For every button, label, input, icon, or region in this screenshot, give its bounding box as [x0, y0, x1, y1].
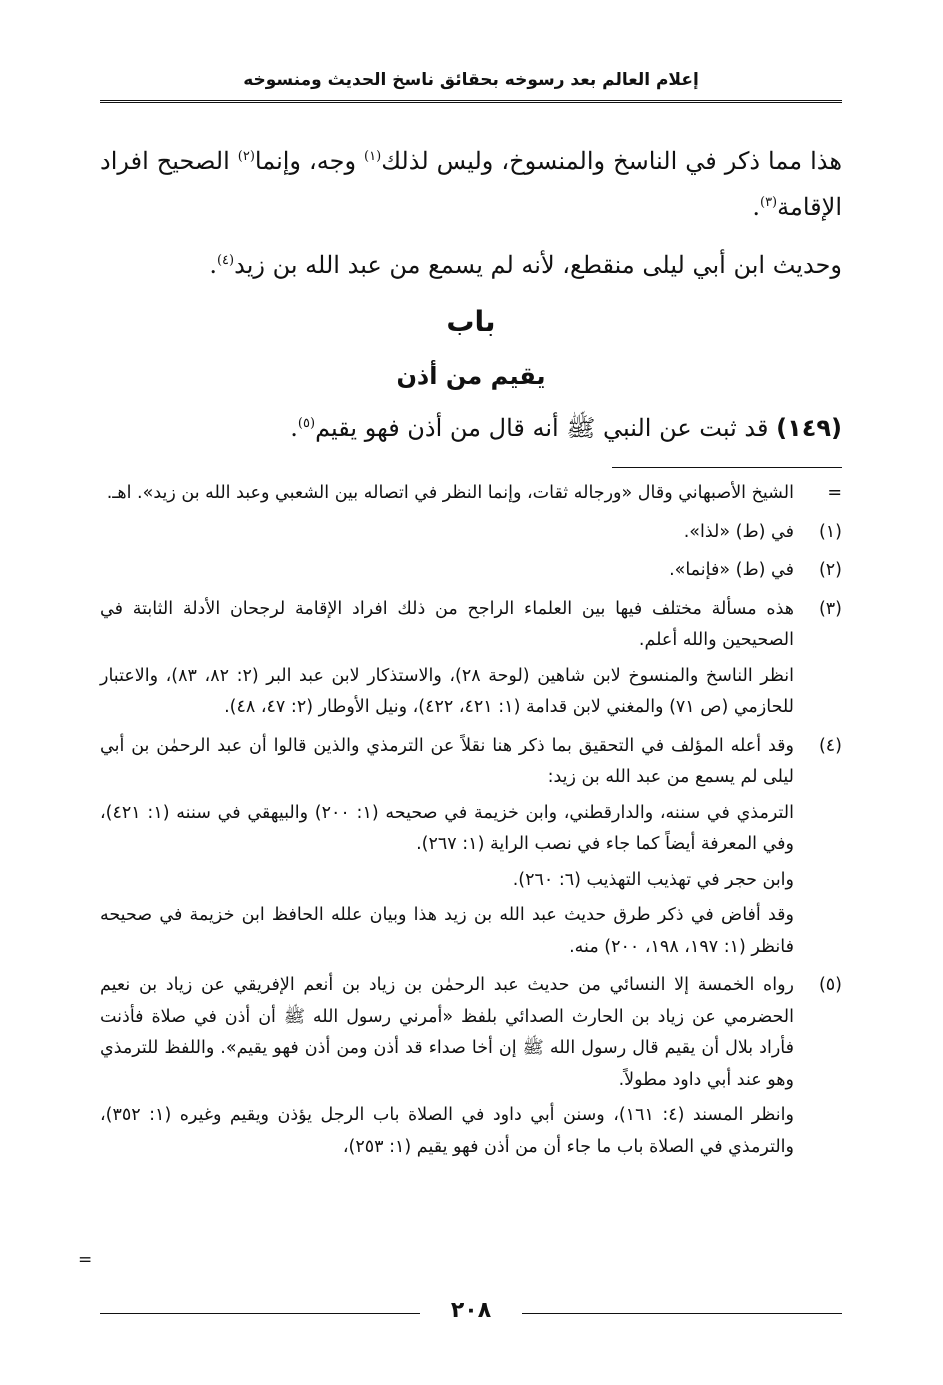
hadith-number: (١٤٩): [776, 414, 842, 442]
footer-rule-left: [100, 1313, 420, 1314]
chapter-label: باب: [446, 305, 496, 338]
footnote-paragraph: هذه مسألة مختلف فيها بين العلماء الراجح من ذلك افراد الإقامة لرجحان الأدلة الثابتة في الصحيحين والله أعلم.: [100, 598, 794, 650]
main-text: [100, 138, 842, 300]
footnote-marker: (٢): [818, 560, 842, 580]
footnote-marker: =: [827, 483, 842, 503]
continuation-mark: =: [78, 1250, 93, 1270]
footnote-ref-5[interactable]: (٥): [297, 416, 316, 431]
page: [78, 0, 843, 1385]
footnote-body: [100, 731, 794, 968]
footnote-marker: (٥): [818, 975, 842, 995]
footnote-ref-1[interactable]: (١): [364, 149, 382, 164]
footnote: [100, 594, 842, 728]
footnote-body: [100, 478, 794, 514]
footnote: [100, 517, 842, 553]
footnote-paragraph: انظر الناسخ والمنسوخ لابن شاهين (لوحة ٢٨)، والاستذكار لابن عبد البر (٢: ٨٢، ٨٣)، والاعتبار للحازمي (ص ٧١) والمغني لابن قدامة (١: ٤٢١، ٤٢٢)، ونيل الأوطار (٢: ٤٧، ٤٨).: [100, 665, 794, 717]
footnote-ref-3[interactable]: (٣): [759, 195, 778, 210]
footnote-marker: (٣): [818, 598, 842, 619]
footnote: [100, 555, 842, 591]
footnote: [100, 478, 842, 514]
footnote-paragraph: وقد أعله المؤلف في التحقيق بما ذكر هنا نقلاً عن الترمذي والذين قالوا أن عبد الرحمٰن بن أبي ليلى لم يسمع من عبد الله بن زيد:: [100, 735, 794, 787]
footnote-body: [100, 517, 794, 553]
footnote-ref-2[interactable]: (٢): [237, 149, 255, 164]
footnote-body: [100, 555, 794, 591]
footnote-paragraph: في (ط) «لذا».: [683, 521, 794, 542]
footnote-paragraph: وقد أفاض في ذكر طرق حديث عبد الله بن زيد هذا وبيان علله الحافظ ابن خزيمة في صحيحه فانظر (١: ١٩٧، ١٩٨، ٢٠٠) منه.: [100, 905, 794, 957]
page-number: ٢٠٨: [450, 1298, 492, 1323]
footnote: [100, 970, 842, 1167]
footnote: [100, 731, 842, 968]
footnote-paragraph: في (ط) «فإنما».: [669, 560, 794, 580]
chapter-title: يقيم من أذن: [396, 362, 546, 390]
running-header: إعلام العالم بعد رسوخه بحقائق ناسخ الحديث ومنسوخه: [243, 70, 699, 90]
paragraph-2: وحديث ابن أبي ليلى منقطع، لأنه لم يسمع من عبد الله بن زيد$^{(٤)}$.: [209, 251, 842, 279]
footnote-ref-4[interactable]: (٤): [216, 253, 235, 268]
footnote-paragraph: وانظر المسند (٤: ١٦١)، وسنن أبي داود في الصلاة باب الرجل يؤذن ويقيم وغيره (١: ٣٥٢)، والترمذي في الصلاة باب ما جاء أن من أذن فهو يقيم (١: ٢٥٣)،: [100, 1105, 794, 1157]
header-rule: [100, 100, 842, 105]
footnote-body: [100, 970, 794, 1167]
footnote-separator: [612, 467, 842, 468]
hadith-text: قد ثبت عن النبي ﷺ أنه قال من أذن فهو يقيم: [315, 414, 777, 442]
footnote-paragraph: رواه الخمسة إلا النسائي من حديث عبد الرحمٰن بن زياد بن أنعم الإفريقي عن زياد بن نعيم الحضرمي عن زياد بن الحارث الصدائي بلفظ «أمرني رسول الله ﷺ أن أذن في صلاة فأذنت فأراد بلال أن يقيم قال رسول الله ﷺ إن أخا صداء قد أذن ومن أذن فهو يقيم». واللفظ للترمذي وهو عند أبي داود مطولاً.: [100, 975, 794, 1090]
footnote-paragraph: الترمذي في سننه، والدارقطني، وابن خزيمة في صحيحه (١: ٢٠٠) والبيهقي في سننه (١: ٤٢١)، وفي المعرفة أيضاً كما جاء في نصب الراية (١: ٢٦٧).: [100, 802, 794, 854]
page-footer: [100, 1298, 842, 1328]
footnote-marker: (١): [818, 521, 842, 542]
footnotes: [100, 478, 842, 1170]
paragraph-1: هذا مما ذكر في الناسخ والمنسوخ، وليس لذلك$^{(١)}$ وجه، وإنما$^{(٢)}$ الصحيح افراد الإقامة$^{(٣)}$.: [100, 147, 843, 221]
footnote-paragraph: الشيخ الأصبهاني وقال «ورجاله ثقات، وإنما النظر في اتصاله بين الشعبي وعبد الله بن زيد». اهـ.: [106, 483, 794, 503]
footnote-paragraph: وابن حجر في تهذيب التهذيب (٦: ٢٦٠).: [512, 869, 794, 890]
footnote-body: [100, 594, 794, 728]
hadith-149: (١٤٩) قد ثبت عن النبي ﷺ أنه قال من أذن فهو يقيم$^{(٥)}$.: [290, 414, 842, 442]
footnote-marker: (٤): [818, 735, 842, 756]
